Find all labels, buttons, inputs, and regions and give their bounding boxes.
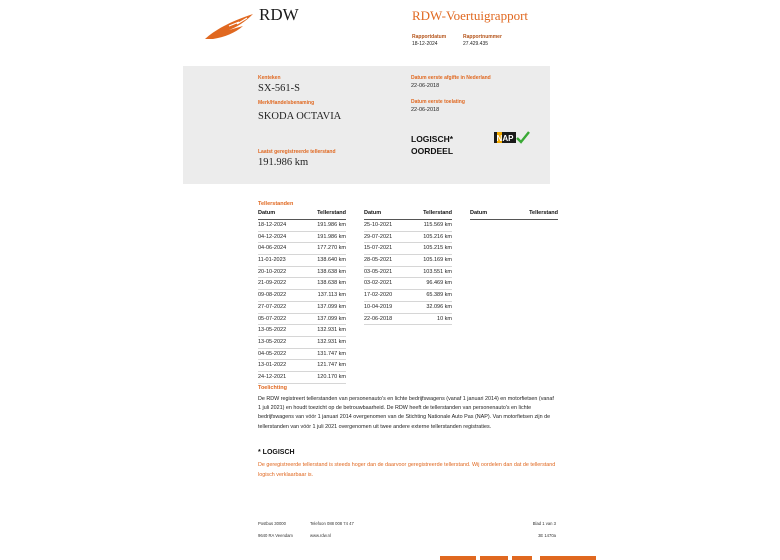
make-field: [258, 100, 341, 123]
reading-date: 13-05-2022: [258, 327, 287, 334]
readings-table-1: [258, 210, 346, 384]
table-row: [258, 349, 346, 361]
readings-rows-2: [364, 220, 452, 325]
footer-page: Blad 1 van 3: [532, 521, 556, 526]
readings-table-3: [470, 210, 558, 220]
plate-label: Kenteken: [258, 75, 281, 81]
table-row: [258, 314, 346, 326]
reading-value: 32.096 km: [426, 303, 452, 310]
logisch-note-label: * LOGISCH: [258, 449, 295, 456]
table-row: [258, 325, 346, 337]
odometer-label: Laatst geregistreerde tellerstand: [258, 149, 336, 155]
footer-contact: [310, 518, 354, 542]
table-header: [258, 210, 346, 220]
table-row: [364, 220, 452, 232]
first-nl-label: Datum eerste afgifte in Nederland: [411, 75, 491, 81]
table-row: [258, 372, 346, 384]
col-date-header: Datum: [470, 210, 488, 216]
first-nl-field: [411, 75, 491, 91]
reading-value: 191.986 km: [317, 233, 346, 240]
plate-value: SX-561-S: [258, 83, 301, 94]
first-nl-value: 22-06-2018: [411, 83, 440, 89]
col-date-header: Datum: [258, 210, 276, 216]
footer-page-info: [520, 518, 556, 542]
table-row: [364, 232, 452, 244]
footer-web: www.rdw.nl: [310, 533, 331, 538]
reading-value: 177.270 km: [317, 245, 346, 252]
reading-value: 105.215 km: [423, 245, 452, 252]
odometer-field: [258, 149, 336, 169]
table-row: [364, 302, 452, 314]
table-row: [258, 255, 346, 267]
reading-date: 13-05-2022: [258, 338, 287, 345]
report-date-label: Rapportdatum: [412, 34, 447, 40]
reading-value: 132.931 km: [317, 338, 346, 345]
reading-value: 105.169 km: [423, 257, 452, 264]
first-admission-label: Datum eerste toelating: [411, 99, 465, 105]
logisch-note-text: De geregistreerde tellerstand is steeds hoger dan de daarvoor geregistreerde tellerstand. Wij oordelen dan dat de tellerstand logisch verklaarbaar is.: [258, 462, 556, 478]
bottom-accent-bar: [480, 556, 508, 560]
reading-value: 138.638 km: [317, 268, 346, 275]
table-row: [258, 290, 346, 302]
reading-value: 137.099 km: [317, 303, 346, 310]
table-row: [258, 360, 346, 372]
report-date: 18-12-2024: [412, 41, 438, 47]
footer-postbus: Postbus 30000: [258, 521, 286, 526]
reading-date: 10-04-2019: [364, 303, 393, 310]
table-row: [258, 337, 346, 349]
readings-table-2: [364, 210, 452, 325]
reading-date: 21-09-2022: [258, 280, 287, 287]
first-admission-value: 22-06-2018: [411, 107, 440, 113]
vehicle-summary-panel: [183, 66, 550, 184]
table-row: [364, 243, 452, 255]
nap-logo-icon: [494, 131, 530, 145]
reading-value: 131.747 km: [317, 350, 346, 357]
footer-city: 9640 RA Veendam: [258, 533, 293, 538]
reading-date: 25-10-2021: [364, 222, 393, 228]
footer-address: [258, 518, 293, 542]
reading-date: 09-08-2022: [258, 292, 287, 299]
report-date-block: [412, 34, 446, 48]
bottom-accent-bar: [512, 556, 532, 560]
table-row: [258, 267, 346, 279]
reading-value: 121.747 km: [317, 362, 346, 369]
reading-value: 96.469 km: [426, 280, 452, 287]
report-number-block: [463, 34, 502, 48]
table-row: [258, 302, 346, 314]
make-label: Merk/Handelsbenaming: [258, 100, 315, 106]
report-number: 27.429.435: [463, 41, 489, 47]
col-value-header: Tellerstand: [529, 210, 558, 216]
explanation-title: Toelichting: [258, 385, 287, 391]
rdw-logo-icon: [203, 12, 255, 42]
bottom-accent-bar: [540, 556, 596, 560]
reading-date: 17-02-2020: [364, 292, 393, 299]
reading-date: 11-01-2023: [258, 257, 286, 264]
table-row: [364, 314, 452, 326]
footer-code: 3E 1470a: [538, 533, 556, 538]
reading-value: 132.931 km: [317, 327, 346, 334]
verdict-line-2: OORDEEL: [411, 146, 454, 156]
table-header: [470, 210, 558, 220]
readings-rows-1: [258, 220, 346, 384]
explanation-text: De RDW registreert tellerstanden van personenauto's en lichte bedrijfswagens (vanaf 1 januari 2014) en motorfietsen (vanaf 1 juli 2021) en houdt toezicht op de betrouwbaarheid. De RDW heeft de tellerstanden van personenauto's en lichte bedrijfswagens van vóór 1 januari 2014 overgenomen van de Stichting Nationale Auto Pas (NAP). Van motorfietsen zijn de tellerstanden van vóór 1 juli 2021 overgenomen uit twee andere externe tellerstanden registraties.: [258, 396, 554, 430]
table-row: [364, 255, 452, 267]
reading-value: 137.113 km: [317, 292, 346, 299]
reading-date: 04-06-2024: [258, 245, 287, 252]
reading-date: 27-07-2022: [258, 303, 287, 310]
reading-value: 10 km: [437, 315, 452, 322]
reading-date: 29-07-2021: [364, 233, 393, 240]
make-value: SKODA OCTAVIA: [258, 111, 342, 122]
report-number-label: Rapportnummer: [463, 34, 502, 40]
table-row: [364, 267, 452, 279]
first-admission-field: [411, 99, 465, 115]
document-title: RDW-Voertuigrapport: [412, 8, 529, 23]
reading-date: 04-12-2024: [258, 233, 287, 240]
reading-date: 03-05-2021: [364, 268, 393, 275]
odometer-value: 191.986 km: [258, 157, 309, 168]
reading-date: 03-02-2021: [364, 280, 393, 287]
table-header: [364, 210, 452, 220]
bottom-accent-bar: [440, 556, 476, 560]
col-value-header: Tellerstand: [423, 210, 452, 216]
reading-value: 138.640 km: [317, 257, 346, 264]
reading-value: 138.638 km: [317, 280, 346, 287]
table-row: [258, 278, 346, 290]
reading-value: 191.986 km: [317, 222, 346, 228]
reading-value: 137.099 km: [317, 315, 346, 322]
col-value-header: Tellerstand: [317, 210, 346, 216]
reading-date: 20-10-2022: [258, 268, 287, 275]
reading-value: 65.389 km: [426, 292, 452, 299]
reading-date: 15-07-2021: [364, 245, 393, 252]
reading-date: 04-05-2022: [258, 350, 287, 357]
plate-field: [258, 75, 300, 95]
verdict: [411, 133, 453, 157]
reading-value: 105.216 km: [423, 233, 452, 240]
brand-name: RDW: [259, 5, 299, 24]
reading-value: 120.170 km: [317, 373, 346, 380]
reading-value: 103.551 km: [423, 268, 452, 275]
reading-date: 28-05-2021: [364, 257, 393, 264]
reading-date: 22-06-2018: [364, 315, 393, 322]
table-row: [364, 278, 452, 290]
table-row: [258, 243, 346, 255]
reading-value: 115.569 km: [423, 222, 452, 228]
nap-logo-text: NAP: [496, 134, 514, 143]
reading-date: 24-12-2021: [258, 373, 287, 380]
verdict-line-1: LOGISCH*: [411, 134, 454, 144]
col-date-header: Datum: [364, 210, 382, 216]
readings-title: Tellerstanden: [258, 201, 294, 207]
reading-date: 13-01-2022: [258, 362, 287, 369]
reading-date: 05-07-2022: [258, 315, 287, 322]
table-row: [258, 220, 346, 232]
table-row: [364, 290, 452, 302]
footer-phone: Telefoon 088 008 74 47: [310, 521, 354, 526]
reading-date: 18-12-2024: [258, 222, 287, 228]
table-row: [258, 232, 346, 244]
